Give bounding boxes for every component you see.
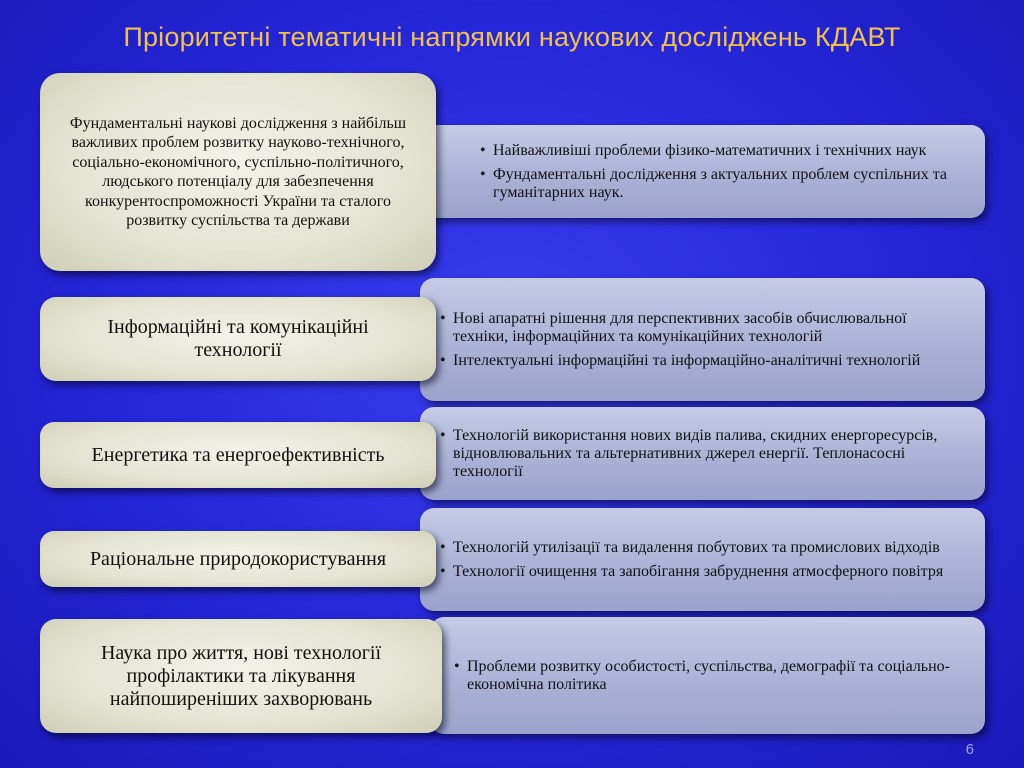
detail-list — [438, 539, 965, 581]
category-label: Фундаментальні наукові дослідження з найбільш важливих проблем розвитку науково-технічного, соціально-економічного, суспільно-політичного, людського потенціалу для забезпечення конкурентоспроможності України та сталого розвитку суспільства та держави — [69, 114, 407, 229]
category-label: Наука про життя, нові технології профілактики та лікування найпоширеніших захворювань — [100, 641, 382, 710]
detail-list — [452, 658, 969, 694]
detail-box-life-science — [430, 617, 985, 734]
category-box-fundamental — [40, 73, 436, 271]
category-label: Інформаційні та комунікаційні технології — [107, 316, 369, 361]
category-box-life-science — [40, 619, 442, 733]
detail-item: • Технології очищення та запобігання забруднення атмосферного повітря — [438, 563, 965, 581]
detail-item: • Технологій використання нових видів палива, скидних енергоресурсів, відновлювальних та альтернативних джерел енергії. Теплонасосні технології — [438, 427, 965, 481]
detail-box-fundamental — [420, 125, 985, 218]
detail-list — [438, 310, 965, 370]
category-label: Енергетика та енергоефективність — [91, 443, 385, 466]
detail-item: • Фундаментальні дослідження з актуальних проблем суспільних та гуманітарних наук. — [478, 166, 965, 202]
detail-box-ict — [420, 278, 985, 401]
category-label: Раціональне природокористування — [89, 547, 387, 570]
detail-box-energy — [420, 407, 985, 500]
detail-box-nature — [420, 508, 985, 611]
detail-item: • Проблеми розвитку особистості, суспільства, демографії та соціально-економічна політика — [452, 658, 969, 694]
detail-item: • Інтелектуальні інформаційні та інформаційно-аналітичні технологій — [438, 352, 965, 370]
detail-item: • Нові апаратні рішення для перспективних засобів обчислювальної техніки, інформаційних та комунікаційних технологій — [438, 310, 965, 346]
detail-item: • Технологій утилізації та видалення побутових та промислових відходів — [438, 539, 965, 557]
category-box-energy — [40, 422, 436, 488]
slide-title: Пріоритетні тематичні напрямки наукових досліджень КДАВТ — [123, 22, 901, 52]
category-box-nature — [40, 531, 436, 587]
detail-item: • Найважливіші проблеми фізико-математичних і технічних наук — [478, 142, 965, 160]
detail-list — [438, 427, 965, 481]
page-number: 6 — [965, 741, 974, 758]
category-box-ict — [40, 297, 436, 381]
detail-list — [478, 142, 965, 202]
